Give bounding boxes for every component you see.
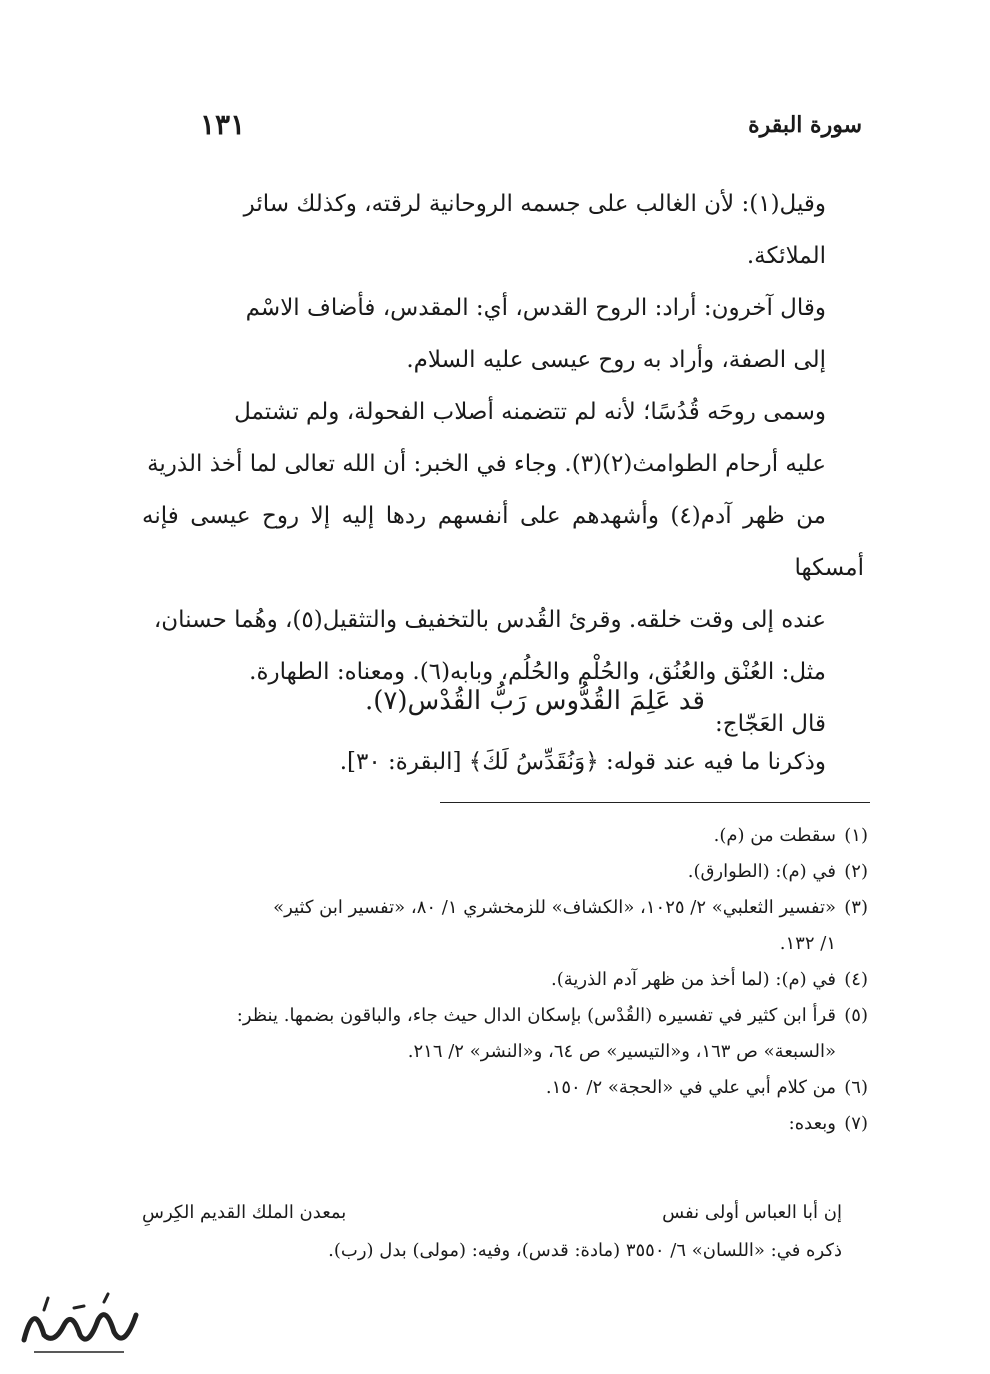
- paragraph-3: [142, 386, 864, 698]
- text-line: عنده إلى وقت خلقه. وقرئ القُدس بالتخفيف والتثقيل(٥)، وهُما حسنان،: [153, 607, 826, 633]
- text-line: عليه أرحام الطوامث(٢)(٣). وجاء في الخبر: أن الله تعالى لما أخذ الذرية: [147, 451, 826, 477]
- footnote-number: (٥): [844, 1005, 868, 1026]
- text-line: وقيل(١): لأن الغالب على جسمه الروحانية لرقته، وكذلك سائر: [243, 191, 826, 217]
- footnote-number: (١): [844, 825, 868, 846]
- footnote-poem: [142, 1202, 842, 1223]
- text-line: إلى الصفة، وأراد به روح عيسى عليه السلام.: [406, 347, 826, 373]
- footnote-text-continued: «السبعة» ص ١٦٣، و«التيسير» ص ٦٤، و«النشر» ٢/ ٢١٦.: [407, 1041, 836, 1062]
- footnote-item: [138, 1106, 868, 1142]
- text-line: وسمى روحَه قُدُسًا؛ لأنه لم تتضمنه أصلاب الفحولة، ولم تشتمل: [234, 399, 826, 425]
- footnote-item: [138, 962, 868, 998]
- poetry-verse: قد عَلِمَ القُدُّوس رَبُّ القُدْس(٧).: [364, 686, 705, 716]
- footnote-text: سقطت من (م).: [713, 825, 836, 846]
- paragraph-2: [142, 282, 864, 386]
- footnote-text: من كلام أبي علي في «الحجة» ٢/ ١٥٠.: [545, 1077, 836, 1098]
- publisher-logo: [14, 1290, 144, 1360]
- footnote-text: «تفسير الثعلبي» ٢/ ١٠٢٥، «الكشاف» للزمخشري ١/ ٨٠، «تفسير ابن كثير»: [273, 897, 836, 918]
- paragraph-5: وذكرنا ما فيه عند قوله: ﴿وَنُقَدِّسُ لَكَ﴾ [البقرة: ٣٠].: [339, 749, 826, 775]
- footnote-number: (٦): [844, 1077, 868, 1098]
- footnote-text: في (م): (لما أخذ من ظهر آدم الذرية).: [551, 969, 836, 990]
- surah-title: سورة البقرة: [748, 112, 862, 138]
- footnote-item: [138, 998, 868, 1070]
- footnote-text: قرأ ابن كثير في تفسيره (القُدْس) بإسكان الدال حيث جاء، والباقون بضمها. ينظر:: [236, 1005, 836, 1026]
- paragraph-4: قال العَجّاج:: [715, 711, 826, 737]
- page-number: ١٣١: [200, 108, 246, 141]
- text-line: مثل: العُنْق والعُنُق، والحُلْم والحُلُم، وبابه(٦). ومعناه: الطهارة.: [249, 659, 826, 685]
- footnote-text-continued: ١/ ١٣٢.: [779, 933, 836, 954]
- footnote-item: [138, 1070, 868, 1106]
- footnotes: [138, 818, 868, 1142]
- footnote-item: [138, 890, 868, 962]
- footnote-number: (٤): [844, 969, 868, 990]
- poem-source: ذكره في: «اللسان» ٦/ ٣٥٥٠ (مادة: قدس)، وفيه: (مولى) بدل (رب).: [328, 1240, 842, 1261]
- footnote-text: في (م): (الطوارق).: [687, 861, 836, 882]
- footnote-text: وبعده:: [788, 1113, 836, 1134]
- footnote-divider: [440, 802, 870, 803]
- main-text-end: [142, 738, 864, 786]
- text-line: من ظهر آدم(٤) وأشهدهم على أنفسهم ردها إليه إلا روح عيسى فإنه أمسكها: [142, 503, 864, 581]
- poem-hemistich-1: إن أبا العباس أولى نفس: [662, 1202, 842, 1223]
- text-line: الملائكة.: [746, 243, 826, 269]
- footnote-number: (٢): [844, 861, 868, 882]
- footnote-number: (٧): [844, 1113, 868, 1134]
- main-text: [142, 178, 864, 750]
- poem-hemistich-2: بمعدن الملك القديم الكِرسِ: [142, 1202, 347, 1223]
- footnote-item: [138, 818, 868, 854]
- footnote-number: (٣): [844, 897, 868, 918]
- text-line: وقال آخرون: أراد: الروح القدس، أي: المقدس، فأضاف الاسْم: [245, 295, 826, 321]
- paragraph-1: [142, 178, 864, 282]
- footnote-item: [138, 854, 868, 890]
